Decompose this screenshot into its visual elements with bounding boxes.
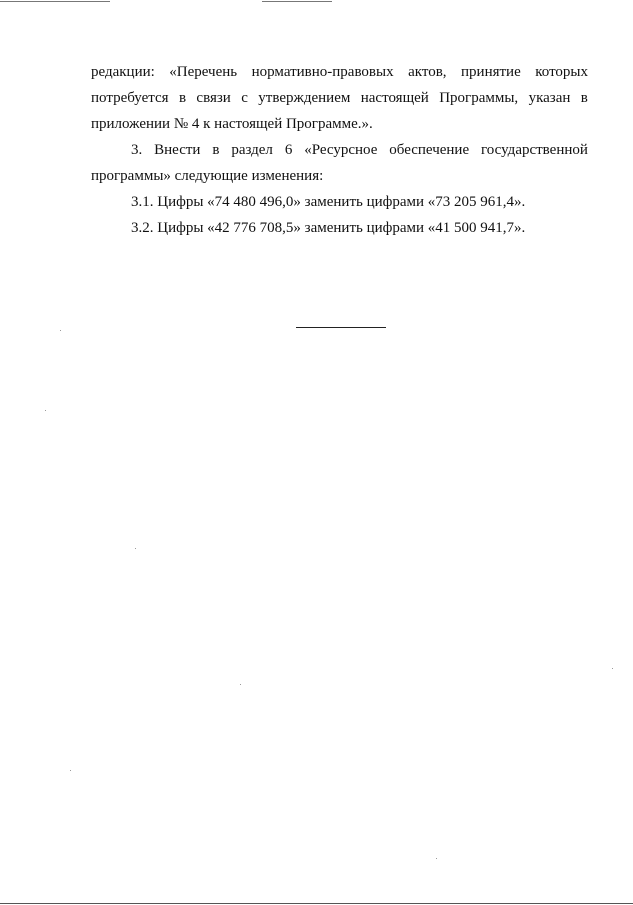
word: обеспечение <box>389 142 470 158</box>
word: «Перечень <box>169 64 238 80</box>
scan-bottom-edge <box>0 899 633 905</box>
word: в <box>178 90 187 106</box>
word: Программы, <box>439 90 519 106</box>
word: которых <box>535 64 588 80</box>
scan-top-edge <box>0 0 633 6</box>
paragraph-1-line-2 <box>91 85 588 111</box>
scan-speck <box>240 684 241 685</box>
word: 3. <box>131 142 143 158</box>
word: 6 <box>284 142 293 158</box>
paragraph-2-line-2: программы» следующие изменения: <box>91 168 324 184</box>
item-3-2: 3.2. Цифры «42 776 708,5» заменить цифрами «41 500 941,7». <box>131 220 526 236</box>
word: раздел <box>231 142 273 158</box>
word: редакции: <box>91 64 155 80</box>
scan-speck <box>45 410 46 411</box>
word: указан <box>528 90 571 106</box>
document-body <box>91 59 588 241</box>
closing-separator-line <box>296 327 386 328</box>
word: настоящей <box>360 90 429 106</box>
word: в <box>212 142 220 158</box>
word: принятие <box>461 64 521 80</box>
scan-speck <box>612 668 613 669</box>
word: нормативно-правовых <box>251 64 394 80</box>
scan-edge-line <box>0 903 633 904</box>
word: потребуется <box>91 90 169 106</box>
paragraph-1-line-3: приложении № 4 к настоящей Программе.». <box>91 116 373 132</box>
scan-speck <box>60 330 61 331</box>
paragraph-1-line-1 <box>91 59 588 85</box>
word: государственной <box>481 142 588 158</box>
item-3-1: 3.1. Цифры «74 480 496,0» заменить цифрами «73 205 961,4». <box>131 194 526 210</box>
scan-edge-line <box>0 1 110 2</box>
scan-edge-line <box>262 1 332 2</box>
word: связи <box>196 90 231 106</box>
paragraph-2-line-1 <box>91 137 588 163</box>
word: Внести <box>154 142 201 158</box>
scan-speck <box>436 858 437 859</box>
word: «Ресурсное <box>304 142 378 158</box>
scan-speck <box>135 548 136 549</box>
word: в <box>580 90 588 106</box>
word: с <box>241 90 248 106</box>
word: актов, <box>408 64 447 80</box>
scan-speck <box>70 770 71 771</box>
word: утверждением <box>258 90 351 106</box>
